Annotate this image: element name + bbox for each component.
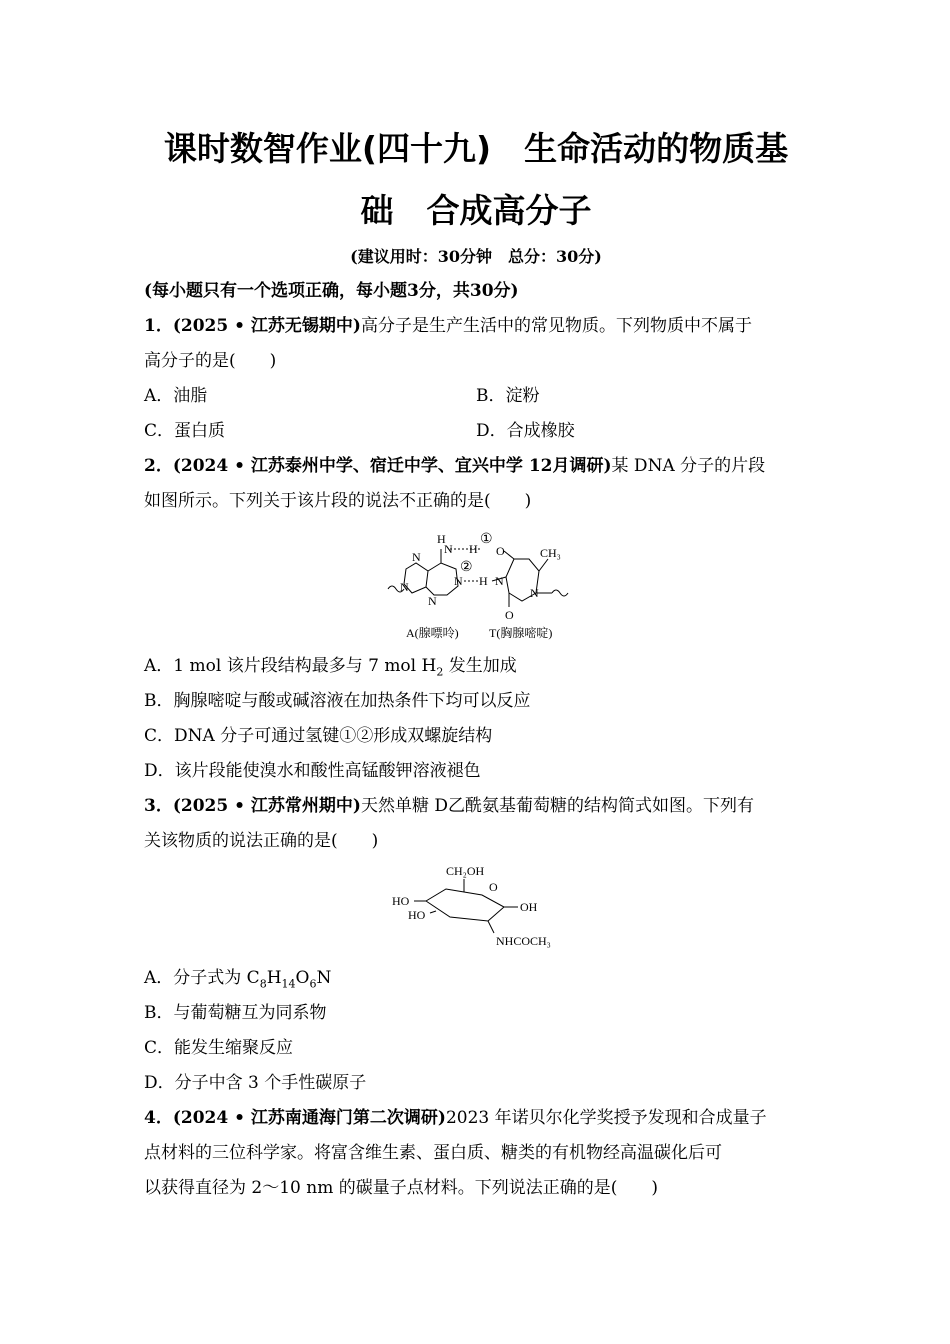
atom-n-amine: N: [444, 542, 453, 556]
question-1: [144, 309, 808, 449]
instructions: (每小题只有一个选项正确，每小题3分，共30分): [144, 281, 519, 301]
question-3: [144, 789, 808, 1101]
question-4: [144, 1101, 808, 1206]
title-line-1: 课时数智作业(四十九) 生命活动的物质基: [163, 129, 789, 168]
thymine-methyl-bond: [539, 559, 548, 571]
atom-n-adenine-bottom: N: [428, 594, 437, 608]
atom-n-bond2: N: [454, 574, 463, 588]
q1-option-b: B．淀粉: [476, 386, 540, 406]
atom-n-thymine: N: [495, 574, 504, 588]
q4-text-cont-2: 以获得直径为 2～10 nm 的碳量子点材料。下列说法正确的是( ): [144, 1178, 658, 1198]
q4-source: (2024 • 江苏南通海门第二次调研): [172, 1108, 446, 1128]
atom-n-imid-top: N: [412, 550, 421, 564]
atom-h-bond2: H: [479, 574, 488, 588]
q2-option-d: D．该片段能使溴水和酸性高锰酸钾溶液褪色: [144, 761, 481, 781]
title-line-2: 础 合成高分子: [360, 191, 592, 230]
thymine-wavy-link: [552, 590, 568, 596]
q2-option-a-sub: 2: [436, 665, 444, 679]
q3-option-a: A．分子式为 $C_8H_{14}O_6N$: [144, 968, 332, 991]
glucosamine-figure: [144, 859, 808, 961]
sugar-structure-diagram: [144, 859, 808, 961]
dna-structure-diagram: [144, 519, 808, 649]
atom-h-bond1: H: [469, 542, 478, 556]
atom-n-imid-left: N: [400, 580, 409, 594]
q1-text: 高分子是生产生活中的常见物质。下列物质中不属于: [360, 316, 752, 336]
atom-o-bond1: O: [496, 544, 505, 558]
q4-text: 2023 年诺贝尔化学奖授予发现和合成量子: [445, 1108, 767, 1128]
q3-option-b: B．与葡萄糖互为同系物: [144, 1003, 327, 1023]
q2-text-cont: 如图所示。下列关于该片段的说法不正确的是( ): [144, 491, 532, 511]
q1-option-c: C．蛋白质: [144, 421, 226, 441]
atom-h-top: H: [437, 532, 446, 546]
atom-n-thymine-right: N: [530, 586, 539, 600]
ho2-bond: [430, 911, 436, 913]
bond-label-1: ①: [480, 532, 493, 547]
q3-option-d: D．分子中含 3 个手性碳原子: [144, 1073, 367, 1093]
ring-o-label: O: [489, 880, 498, 894]
thymine-carbonyl1-bond: [504, 551, 514, 559]
q2-text: 某 DNA 分子的片段: [611, 456, 766, 476]
q4-text-cont-1: 点材料的三位科学家。将富含维生素、蛋白质、糖类的有机物经高温碳化后可: [144, 1143, 722, 1163]
label-thymine: T(胸腺嘧啶): [489, 626, 553, 640]
nhcoch3-label: NHCOCH₃: [496, 934, 551, 948]
q3-text: 天然单糖 D乙酰氨基葡萄糖的结构简式如图。下列有: [360, 796, 754, 816]
q3-option-c: C．能发生缩聚反应: [144, 1038, 294, 1058]
time-info: (建议用时：30分钟 总分：30分): [350, 247, 602, 266]
dna-fragment-figure: [144, 519, 808, 649]
q1-option-a: A．油脂: [144, 386, 208, 406]
label-adenine: A(腺嘌呤): [406, 626, 459, 640]
ho2-label: HO: [408, 908, 426, 922]
page-title: [144, 118, 808, 242]
q2-option-b: B．胸腺嘧啶与酸或碱溶液在加热条件下均可以反应: [144, 691, 531, 711]
q4-number: 4．: [144, 1108, 173, 1128]
q2-source: (2024 • 江苏泰州中学、宿迁中学、宜兴中学 12月调研): [172, 456, 612, 476]
ho1-label: HO: [392, 894, 410, 908]
q3-text-cont: 关该物质的说法正确的是( ): [144, 831, 379, 851]
q3-number: 3．: [144, 796, 173, 816]
ch2oh-label: CH₂OH: [446, 864, 485, 878]
question-2: [144, 449, 808, 789]
q2-number: 2．: [144, 456, 173, 476]
q2-option-a: A．1 mol 该片段结构最多与 7 mol H: [144, 656, 437, 676]
q1-number: 1．: [144, 316, 173, 336]
q2-option-c: C．DNA 分子可通过氢键①②形成双螺旋结构: [144, 726, 493, 746]
nhcoch3-bond: [488, 921, 494, 933]
q1-option-d: D．合成橡胶: [476, 421, 575, 441]
q3-source: (2025 • 江苏常州期中): [172, 796, 361, 816]
atom-o-thymine: O: [505, 608, 514, 622]
q1-text-cont: 高分子的是( ): [144, 351, 277, 371]
q1-source: (2025 • 江苏无锡期中): [172, 316, 361, 336]
document-page: [144, 118, 808, 1206]
methyl-group: CH₃: [540, 546, 561, 560]
bond-label-2: ②: [460, 560, 473, 575]
oh-label: OH: [520, 900, 538, 914]
q2-option-a-end: 发生加成: [443, 656, 517, 676]
